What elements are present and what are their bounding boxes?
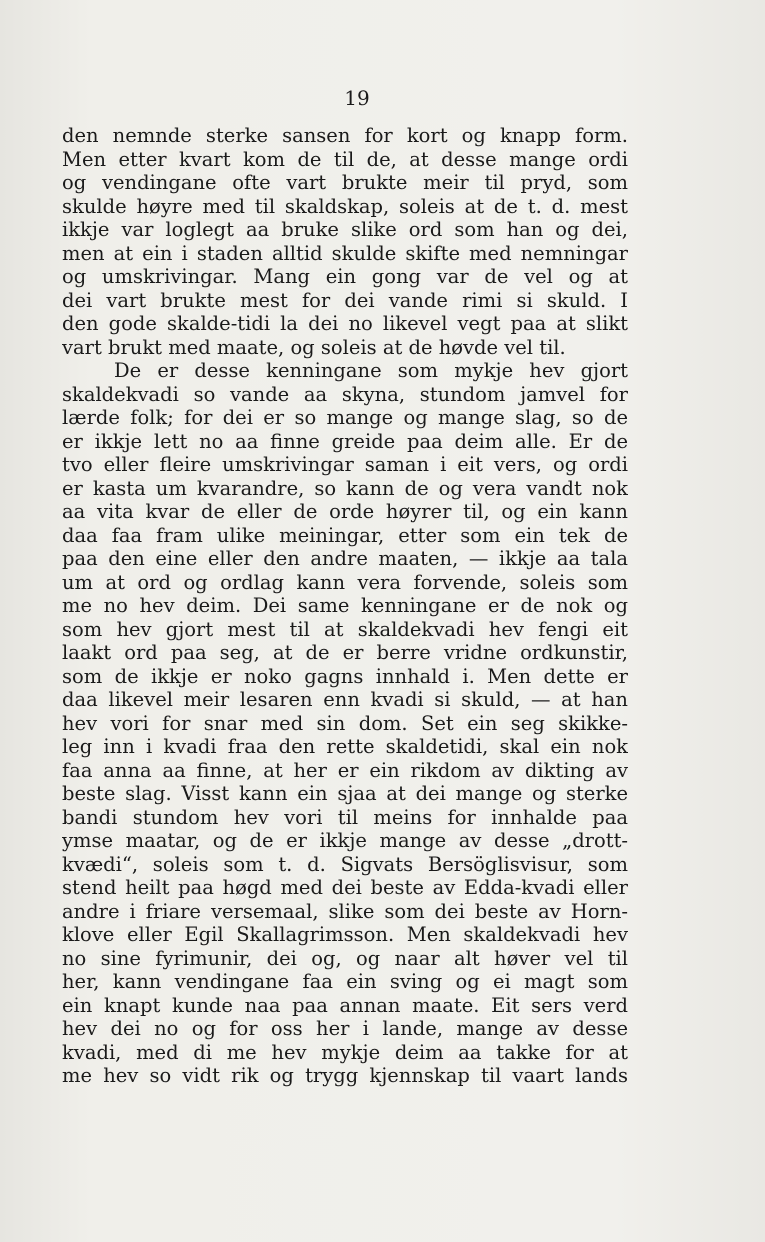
text-line: den gode skalde-tidi la dei no likevel vegt paa at slikt	[62, 312, 628, 335]
text-line: skaldekvadi so vande aa skyna, stundom jamvel for	[62, 382, 628, 406]
text-line: stend heilt paa høgd med dei beste av Edda-kvadi eller	[62, 876, 628, 899]
text-line: hev dei no og for oss her i lande, mange av desse	[62, 1017, 628, 1040]
text-line: me no hev deim. Dei same kenningane er de nok og	[62, 594, 628, 617]
text-line: vart brukt med maate, og soleis at de høvde vel til.	[62, 335, 566, 359]
text-line: og umskrivingar. Mang ein gong var de vel og at	[62, 265, 628, 288]
text-line: kvædi“, soleis som t. d. Sigvats Bersöglisvisur, som	[62, 852, 628, 876]
text-line: ymse maatar, og de er ikkje mange av desse „drott-	[62, 829, 628, 852]
text-line: som hev gjort mest til at skaldekvadi hev fengi eit	[62, 617, 628, 641]
text-line: laakt ord paa seg, at de er berre vridne ordkunstir,	[62, 641, 628, 664]
text-line: beste slag. Visst kann ein sjaa at dei mange og sterke	[62, 782, 628, 805]
text-line: no sine fyrimunir, dei og, og naar alt høver vel til	[62, 946, 628, 970]
text-line: men at ein i staden alltid skulde skifte med nemningar	[62, 241, 628, 265]
text-line: skulde høyre med til skaldskap, soleis at de t. d. mest	[62, 194, 628, 218]
text-line: leg inn i kvadi fraa den rette skaldetidi, skal ein nok	[62, 735, 628, 758]
text-line: bandi stundom hev vori til meins for innhalde paa	[62, 805, 628, 829]
page-number: 19	[344, 86, 370, 110]
text-line: den nemnde sterke sansen for kort og knapp form.	[62, 124, 628, 147]
text-line: De er desse kenningane som mykje hev gjort	[114, 359, 628, 382]
text-line: daa faa fram ulike meiningar, etter som ein tek de	[62, 523, 628, 547]
text-line: daa likevel meir lesaren enn kvadi si skuld, — at han	[62, 688, 628, 711]
text-line: lærde folk; for dei er so mange og mange slag, so de	[62, 406, 628, 429]
text-line: er kasta um kvarandre, so kann de og vera vandt nok	[62, 476, 628, 500]
body-text	[62, 124, 628, 1088]
text-line: aa vita kvar de eller de orde høyrer til, og ein kann	[62, 500, 628, 523]
text-line: kvadi, med di me hev mykje deim aa takke for at	[62, 1040, 628, 1064]
text-line: ein knapt kunde naa paa annan maate. Eit sers verd	[62, 993, 628, 1017]
text-line: klove eller Egil Skallagrimsson. Men skaldekvadi hev	[62, 923, 628, 946]
text-line: faa anna aa finne, at her er ein rikdom av dikting av	[62, 758, 628, 782]
text-line: hev vori for snar med sin dom. Set ein seg skikke-	[62, 711, 628, 735]
text-line: andre i friare versemaal, slike som dei beste av Horn-	[62, 899, 628, 923]
text-line: dei vart brukte mest for dei vande rimi si skuld. I	[62, 288, 628, 312]
text-line: paa den eine eller den andre maaten, — ikkje aa tala	[62, 547, 628, 570]
text-line: her, kann vendingane faa ein sving og ei magt som	[62, 970, 628, 993]
text-line: um at ord og ordlag kann vera forvende, soleis som	[62, 570, 628, 594]
text-line: er ikkje lett no aa finne greide paa deim alle. Er de	[62, 429, 628, 453]
text-line: ikkje var loglegt aa bruke slike ord som han og dei,	[62, 218, 628, 241]
text-line: tvo eller fleire umskrivingar saman i eit vers, og ordi	[62, 453, 628, 476]
text-line: som de ikkje er noko gagns innhald i. Men dette er	[62, 664, 628, 688]
text-line: Men etter kvart kom de til de, at desse mange ordi	[62, 147, 628, 171]
text-line: og vendingane ofte vart brukte meir til pryd, som	[62, 171, 628, 194]
text-line: me hev so vidt rik og trygg kjennskap til vaart lands	[62, 1064, 628, 1087]
